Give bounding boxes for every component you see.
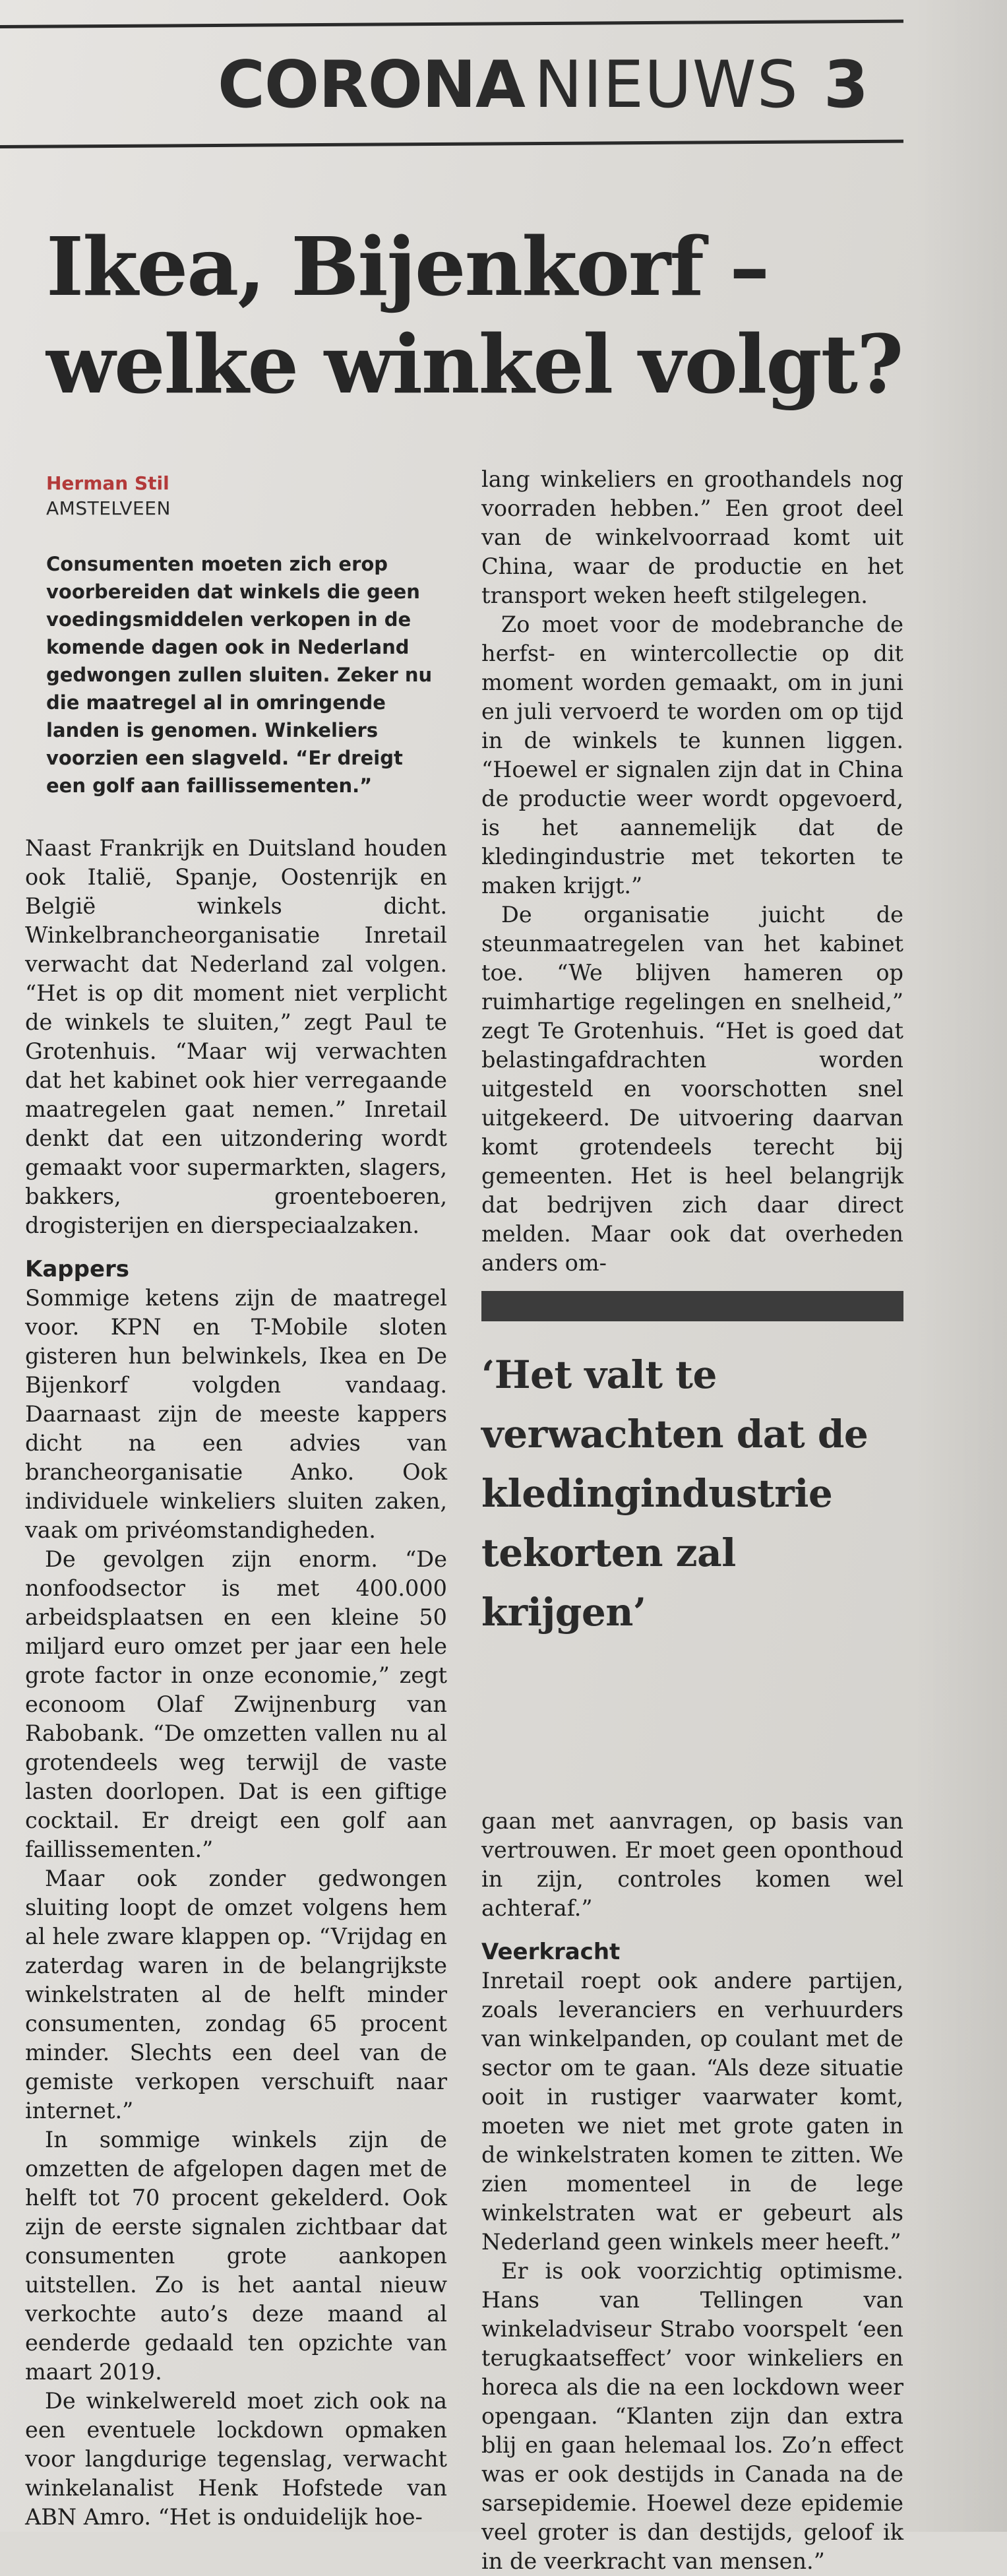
section-header: [218, 47, 903, 140]
subheading-veerkracht: Veerkracht: [481, 1939, 621, 1965]
pullquote-bar: [481, 1291, 903, 1321]
section-name-light: NIEUWS: [534, 47, 799, 123]
body-paragraph: Er is ook voorzichtig optimisme. Hans van Tellingen van winkeladviseur Strabo voorspelt ‘een terugkaatseffect’ voor winkeliers en horeca als die na een lockdown weer opengaan. “Klanten zijn dan extra blij en gaan helemaal los. Zo’n effect was er ook destijds in Canada na de sarsepidemie. Hoewel deze epidemie veel groter is dan destijds, geloof ik in de veerkracht van mensen.”: [481, 2258, 903, 2574]
byline-author: Herman Stil: [46, 472, 169, 494]
body-paragraph: Zo moet voor de modebranche de herfst- en wintercollectie op dit moment worden gemaakt, om in juni en juli vervoerd te worden om op tijd in de winkels te kunnen liggen. “Hoewel er signalen zijn dat in China de productie weer wordt opgevoerd, is het aannemelijk dat de kledingindustrie met tekorten te maken krijgt.”: [481, 612, 903, 898]
byline-location: AMSTELVEEN: [46, 497, 171, 519]
subheading-kappers: Kappers: [25, 1256, 130, 1282]
headline: [46, 218, 956, 413]
section-name-bold: CORONA: [218, 47, 525, 123]
headline-line-2: welke winkel volgt?: [46, 317, 903, 412]
body-paragraph: De organisatie juicht de steunmaatregelen van het kabinet toe. “We blijven hameren op ruimhartige regelingen en snelheid,” zegt Te Grotenhuis. “Het is goed dat belastingafdrachten worden uitgesteld en voorschotten snel uitgekeerd. De uitvoering daarvan komt grotendeels terecht bij gemeenten. Het is heel belangrijk dat bedrijven zich daar direct melden. Maar ook dat overheden anders om-: [481, 902, 903, 1276]
body-paragraph: lang winkeliers en groothandels nog voorraden hebben.” Een groot deel van de winkelvoorraad komt uit China, waar de productie en het transport weken heeft stilgelegen.: [481, 466, 903, 608]
article-intro: Consumenten moeten zich erop voorbereiden dat winkels die geen voedingsmiddelen verkopen in de komende dagen ook in Nederland gedwongen zullen sluiten. Zeker nu die maatregel al in omringende landen is genomen. Winkeliers voorzien een slagveld. “Er dreigt een golf aan faillissementen.”: [46, 553, 433, 797]
article-column-right: [481, 465, 903, 2576]
body-paragraph: Naast Frankrijk en Duitsland houden ook Italië, Spanje, Oostenrijk en België winkels dicht. Winkelbrancheorganisatie Inretail verwacht dat Nederland zal volgen. “Het is op dit moment niet verplicht de winkels te sluiten,” zegt Paul te Grotenhuis. “Maar wij verwachten dat het kabinet ook hier verregaande maatregelen gaat nemen.” Inretail denkt dat een uitzondering wordt gemaakt voor supermarkten, slagers, bakkers, groenteboeren, drogisterijen en dierspeciaalzaken.: [25, 835, 447, 1238]
body-paragraph: In sommige winkels zijn de omzetten de afgelopen dagen met de helft tot 70 procent gekelderd. Ook zijn de eerste signalen zichtbaar dat consumenten grote aankopen uitstellen. Zo is het aantal nieuw verkochte auto’s deze maand al eenderde gedaald ten opzichte van maart 2019.: [25, 2127, 447, 2385]
body-paragraph: Maar ook zonder gedwongen sluiting loopt de omzet volgens hem al hele zware klappen op. “Vrijdag en zaterdag waren in de belangrijkste winkelstraten al de helft minder consumenten, zondag 65 procent minder. Slechts een deel van de gemiste verkopen verschuift naar internet.”: [25, 1866, 447, 2123]
article-column-left: [25, 468, 447, 2532]
body-paragraph: Inretail roept ook andere partijen, zoals leveranciers en verhuurders van winkelpanden, op coulant met de sector om te gaan. “Als deze situatie ooit in rustiger vaarwater komt, moeten we niet met grote gaten in de winkelstraten komen te zitten. We zien momenteel in de lege winkelstraten wat er gebeurt als Nederland geen winkels meer heeft.”: [481, 1968, 903, 2255]
pullquote-spacer: [481, 1642, 903, 1807]
body-paragraph: De gevolgen zijn enorm. “De nonfoodsector is met 400.000 arbeidsplaatsen en een kleine 50 miljard euro omzet per jaar een hele grote factor in onze economie,” zegt econoom Olaf Zwijnenburg van Rabobank. “De omzetten vallen nu al grotendeels weg terwijl de vaste lasten doorlopen. Dat is een giftige cocktail. Er dreigt een golf aan faillissementen.”: [25, 1546, 447, 1862]
body-paragraph: gaan met aanvragen, op basis van vertrouwen. Er moet geen oponthoud in zijn, controles komen wel achteraf.”: [481, 1808, 903, 1921]
page-number: 3: [823, 47, 869, 123]
headline-line-1: Ikea, Bijenkorf –: [46, 219, 769, 314]
body-paragraph: Sommige ketens zijn de maatregel voor. KPN en T-Mobile sloten gisteren hun belwinkels, Ikea en De Bijenkorf volgden vandaag. Daarnaast zijn de meeste kappers dicht na een advies van brancheorganisatie Anko. Ook individuele winkeliers sluiten zaken, vaak om privéomstandigheden.: [25, 1285, 447, 1543]
body-paragraph: De winkelwereld moet zich ook na een eventuele lockdown opmaken voor langdurige tegenslag, verwacht winkelanalist Henk Hofstede van ABN Amro. “Het is onduidelijk hoe-: [25, 2388, 447, 2530]
pullquote: ‘Het valt te verwachten dat de kledingindustrie tekorten zal krijgen’: [481, 1352, 869, 1635]
